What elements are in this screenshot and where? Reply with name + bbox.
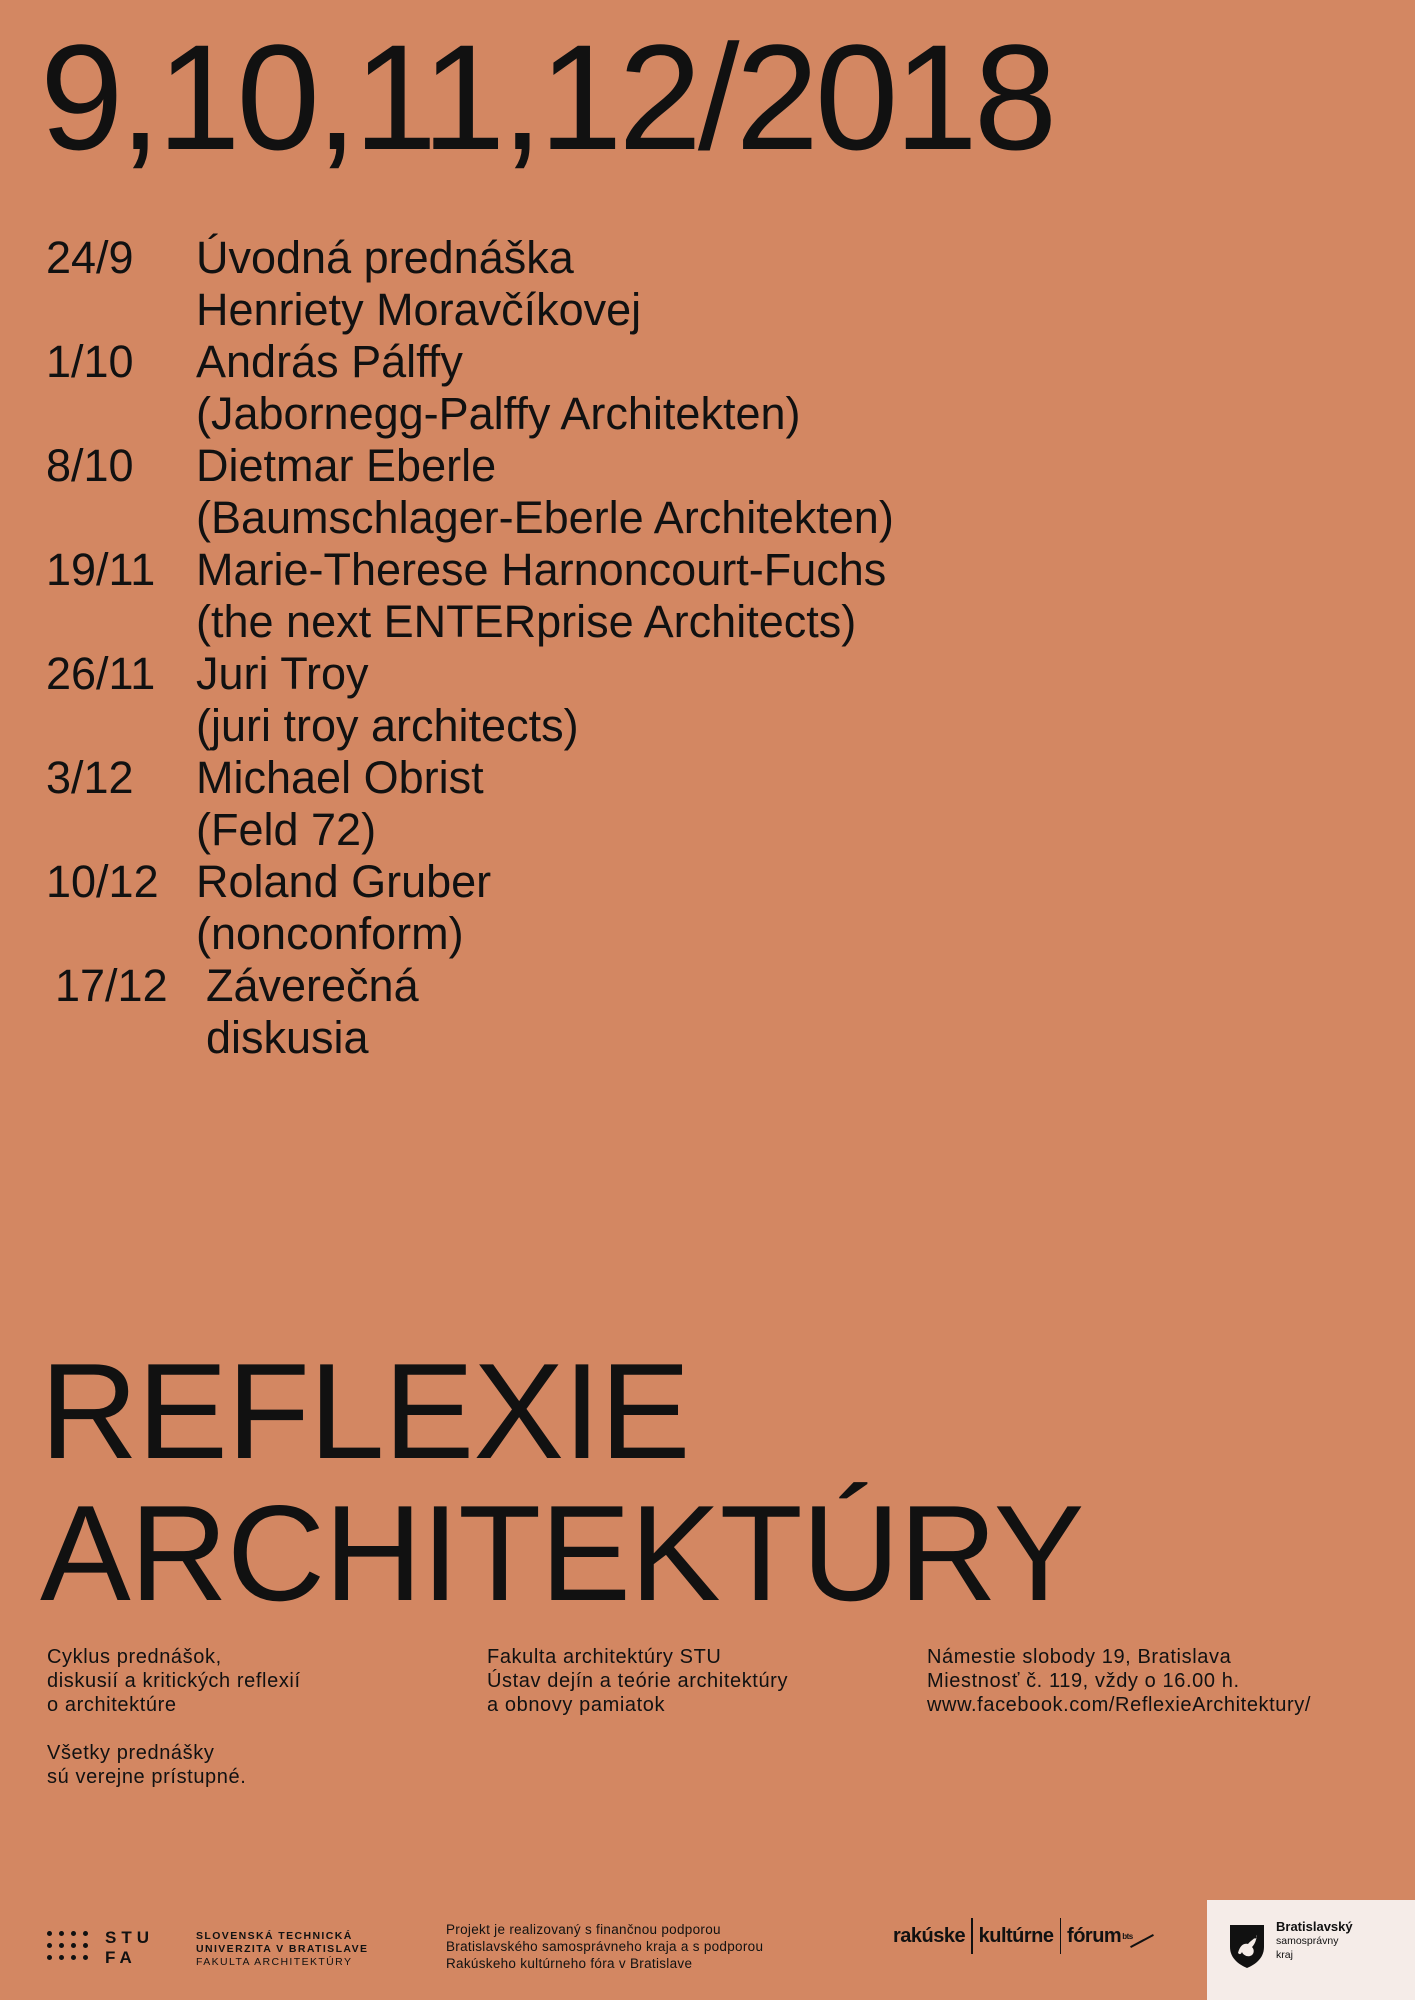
description-line: o architektúre xyxy=(47,1694,177,1716)
entry-date: 8/10 xyxy=(46,440,134,491)
entry-subtitle: (Jabornegg-Palffy Architekten) xyxy=(196,388,801,439)
entry-subtitle: diskusia xyxy=(206,1012,369,1063)
funding-note xyxy=(446,1921,763,1972)
rkf-word: rakúske xyxy=(893,1924,966,1947)
organizer-info xyxy=(487,1645,788,1717)
entry-title: Marie-Therese Harnoncourt-Fuchs xyxy=(196,544,887,595)
university-name-line: SLOVENSKÁ TECHNICKÁ xyxy=(196,1930,353,1942)
entry-date: 24/9 xyxy=(46,232,134,283)
public-access-note: Všetky prednášky xyxy=(47,1742,215,1764)
schedule-entry xyxy=(46,752,1146,856)
schedule-entry xyxy=(46,856,1146,960)
lecture-schedule xyxy=(46,232,1146,1064)
entry-date: 19/11 xyxy=(46,544,156,595)
divider-icon xyxy=(971,1918,973,1954)
venue-info xyxy=(927,1645,1311,1717)
entry-date: 10/12 xyxy=(46,856,159,907)
entry-title: Roland Gruber xyxy=(196,856,492,907)
bsk-name-line: Bratislavský xyxy=(1276,1919,1353,1934)
series-description xyxy=(47,1645,301,1789)
funding-line: Bratislavského samosprávneho kraja a s podporou xyxy=(446,1939,764,1954)
bsk-crest-icon xyxy=(1228,1923,1266,1974)
entry-title: Juri Troy xyxy=(196,648,369,699)
slash-icon xyxy=(1130,1934,1154,1948)
rkf-word: fórum xyxy=(1067,1924,1122,1947)
entry-date: 17/12 xyxy=(55,960,168,1011)
funding-line: Projekt je realizovaný s finančnou podporou xyxy=(446,1922,721,1937)
venue-room-time: Miestnosť č. 119, vždy o 16.00 h. xyxy=(927,1670,1240,1692)
bsk-name-line: kraj xyxy=(1276,1949,1293,1961)
schedule-entry xyxy=(46,440,1146,544)
divider-icon xyxy=(1060,1918,1062,1954)
dot-grid-icon xyxy=(47,1931,88,1960)
entry-subtitle: (nonconform) xyxy=(196,908,464,959)
entry-subtitle: (juri troy architects) xyxy=(196,700,579,751)
organizer-line: Fakulta architektúry STU xyxy=(487,1646,722,1668)
organizer-line: a obnovy pamiatok xyxy=(487,1694,666,1716)
university-name-line: UNIVERZITA V BRATISLAVE xyxy=(196,1943,369,1955)
entry-subtitle: (Feld 72) xyxy=(196,804,377,855)
entry-subtitle: Henriety Moravčíkovej xyxy=(196,284,642,335)
description-line: Cyklus prednášok, xyxy=(47,1646,222,1668)
entry-title: Záverečná xyxy=(206,960,419,1011)
faculty-name-line: FAKULTA ARCHITEKTÚRY xyxy=(196,1956,353,1968)
schedule-entry xyxy=(46,232,1146,336)
funding-line: Rakúskeho kultúrneho fóra v Bratislave xyxy=(446,1956,693,1971)
university-name xyxy=(196,1930,368,1969)
schedule-entry xyxy=(46,648,1146,752)
series-title-line: REFLEXIE xyxy=(40,1335,690,1487)
venue-address: Námestie slobody 19, Bratislava xyxy=(927,1646,1232,1668)
entry-title: Michael Obrist xyxy=(196,752,484,803)
schedule-entry xyxy=(46,336,1146,440)
entry-date: 1/10 xyxy=(46,336,134,387)
fa-logo-text: FA xyxy=(105,1948,137,1967)
entry-title: András Pálffy xyxy=(196,336,463,387)
entry-title: Úvodná prednáška xyxy=(196,232,574,283)
rkf-word: kultúrne xyxy=(978,1924,1054,1947)
austrian-cultural-forum-logo xyxy=(893,1912,1155,1960)
description-line: diskusií a kritických reflexií xyxy=(47,1670,301,1692)
schedule-entry xyxy=(46,544,1146,648)
public-access-note: sú verejne prístupné. xyxy=(47,1766,247,1788)
bsk-name-line: samosprávny xyxy=(1276,1935,1339,1947)
bsk-name xyxy=(1276,1920,1353,1962)
entry-date: 3/12 xyxy=(46,752,134,803)
entry-date: 26/11 xyxy=(46,648,156,699)
rkf-city-code: bts xyxy=(1122,1931,1133,1941)
organizer-line: Ústav dejín a teórie architektúry xyxy=(487,1670,789,1692)
entry-subtitle: (Baumschlager-Eberle Architekten) xyxy=(196,492,894,543)
schedule-entry xyxy=(46,960,1146,1064)
entry-title: Dietmar Eberle xyxy=(196,440,497,491)
series-title xyxy=(40,1335,1084,1629)
entry-subtitle: (the next ENTERprise Architects) xyxy=(196,596,857,647)
stu-logo-text: STU xyxy=(105,1928,154,1947)
event-dates-heading: 9,10,11,12/2018 xyxy=(40,13,1054,181)
series-title-line: ARCHITEKTÚRY xyxy=(40,1477,1084,1629)
facebook-link[interactable]: www.facebook.com/ReflexieArchitektury/ xyxy=(927,1694,1312,1716)
